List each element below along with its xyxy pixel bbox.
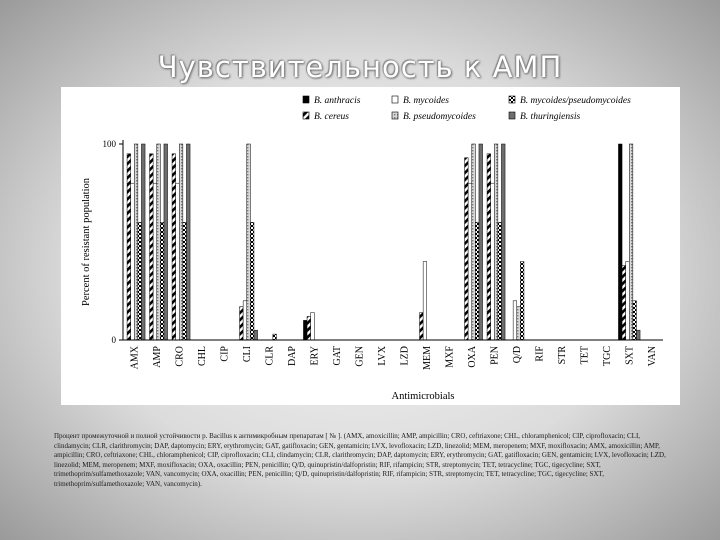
bar-CLI-4 [250, 222, 254, 340]
bar-CLI-1 [240, 307, 244, 340]
x-tick-label: VAN [646, 346, 658, 367]
bar-AMP-3 [157, 144, 161, 340]
bar-ERY-2 [311, 313, 315, 340]
x-tick-label: AMX [129, 346, 141, 370]
legend-label: B. mycoides [403, 96, 449, 106]
bar-SXT-2 [626, 262, 630, 340]
bar-CLI-5 [254, 330, 258, 340]
bar-AMX-2 [131, 183, 135, 340]
x-tick-label: LZD [399, 346, 411, 366]
x-tick-label: CLI [241, 346, 253, 363]
bar-OXA-5 [479, 144, 483, 340]
bar-CLI-3 [247, 144, 251, 340]
x-tick-label: CLR [264, 346, 276, 366]
legend-swatch [392, 112, 398, 119]
legend-swatch [392, 96, 398, 103]
x-tick-label: DAP [286, 346, 298, 367]
bar-PEN-4 [498, 222, 502, 340]
bar-AMX-1 [127, 154, 131, 340]
chart-panel [61, 87, 680, 405]
x-tick-label: Q/D [511, 346, 523, 364]
x-tick-label: TGC [601, 346, 613, 366]
bar-AMP-2 [153, 183, 157, 340]
bar-chart [61, 87, 680, 405]
bar-ERY-1 [307, 316, 311, 340]
x-tick-label: CHL [196, 346, 208, 366]
legend-label: B. cereus [314, 112, 349, 122]
x-tick-label: GAT [331, 346, 343, 366]
bar-AMX-4 [138, 222, 142, 340]
bar-PEN-3 [494, 144, 498, 340]
bar-CLI-2 [243, 301, 247, 340]
legend-swatch [509, 96, 515, 103]
x-tick-label: OXA [466, 346, 478, 368]
legend-label: B. anthracis [314, 96, 361, 106]
legend-swatch [509, 112, 515, 119]
bar-MEM-2 [423, 262, 427, 340]
axes [81, 139, 663, 402]
bar-OXA-1 [465, 158, 469, 340]
bar-QD-3 [517, 307, 521, 340]
legend-label: B. mycoides/pseudomycoides [520, 96, 631, 106]
x-tick-label: GEN [354, 346, 366, 367]
bar-SXT-5 [636, 330, 640, 340]
bar-PEN-2 [491, 183, 495, 340]
x-tick-label: SXT [624, 346, 636, 365]
slide-title: Чувствительность к АМП [157, 50, 563, 84]
x-tick-label: PEN [489, 346, 501, 365]
bar-AMP-4 [160, 222, 164, 340]
bar-QD-2 [513, 301, 517, 340]
x-tick-label: ERY [309, 346, 321, 366]
x-tick-label: RIF [534, 346, 546, 362]
bar-SXT-4 [633, 301, 637, 340]
bar-PEN-5 [501, 144, 505, 340]
x-tick-label: STR [556, 346, 568, 365]
x-tick-label: CRO [174, 346, 186, 367]
y-tick-label: 100 [102, 139, 116, 149]
figure-caption: Процент промежуточной и полной устойчивости p. Bacillus к антимикробным препаратам [ № ]. (AMX, amoxicillin; AMP, ampicillin; CRO, ceftriaxone; CHL, chloramphenicol; CIP, ciprofloxacin; CLI, clindamycin; CLR, clarithromycin; DAP, daptomycin; ERY, erythromycin; GAT, gatifloxacin; GEN, gentamicin; LVX, levofloxacin; LZD, linezolid; MEM, meropenem; MXF, moxifloxacin; AMX, amoxicillin; AMP, ampicillin; CRO, ceftriaxone; CHL, chloramphenicol; CIP, ciprofloxacin; CLI, clindamycin; CLR, clarithromycin; DAP, daptomycin; ERY, erythromycin; GAT, gatifloxacin; GEN, gentamicin; LVX, levofloxacin; LZD, linezolid; MEM, meropenem; MXF, moxifloxacin; OXA, oxacillin; PEN, penicillin; Q/D, quinupristin/dalfopristin; RIF, rifampicin; STR, streptomycin; TET, tetracycline; TGC, tigecycline; SXT, trimethoprim/sulfamethoxazole; VAN, vancomycin; OXA, oxacillin; PEN, penicillin; Q/D, quinupristin/dalfopristin; RIF, rifampicin; STR, streptomycin; TET, tetracycline; TGC, tigecycline; SXT, trimethoprim/sulfamethoxazole; VAN, vancomycin). [54, 432, 666, 488]
y-tick-label: 0 [111, 335, 116, 345]
bar-PEN-1 [487, 154, 491, 340]
legend [303, 96, 631, 122]
y-axis-title: Percent of resistant population [81, 177, 92, 307]
bar-AMP-5 [164, 144, 168, 340]
bar-MEM-1 [420, 313, 424, 340]
x-tick-label: TET [579, 346, 591, 365]
bar-CRO-3 [179, 144, 183, 340]
x-tick-label: CIP [219, 346, 231, 362]
bar-OXA-4 [475, 222, 479, 340]
bar-CRO-2 [176, 183, 180, 340]
x-tick-label: LVX [376, 346, 388, 366]
bar-OXA-3 [472, 144, 476, 340]
bar-AMX-3 [134, 144, 138, 340]
legend-swatch [303, 112, 309, 119]
bar-SXT-0 [618, 144, 622, 340]
legend-label: B. pseudomycoides [403, 112, 476, 122]
x-axis-title: Antimicrobials [391, 391, 455, 402]
bars [127, 144, 640, 340]
bar-AMP-1 [150, 154, 154, 340]
bar-AMX-5 [141, 144, 145, 340]
x-tick-label: MXF [444, 346, 456, 368]
legend-swatch [303, 96, 309, 103]
bar-CRO-5 [186, 144, 190, 340]
bar-SXT-1 [622, 266, 626, 340]
bar-OXA-2 [468, 183, 472, 340]
bar-QD-4 [520, 262, 524, 340]
bar-CLR-4 [273, 334, 277, 340]
legend-label: B. thuringiensis [520, 112, 581, 122]
x-tick-label: MEM [421, 346, 433, 370]
bar-CRO-1 [172, 154, 176, 340]
bar-ERY-0 [303, 320, 307, 340]
bar-SXT-3 [629, 144, 633, 340]
bar-CRO-4 [183, 222, 187, 340]
x-tick-label: AMP [151, 346, 163, 368]
